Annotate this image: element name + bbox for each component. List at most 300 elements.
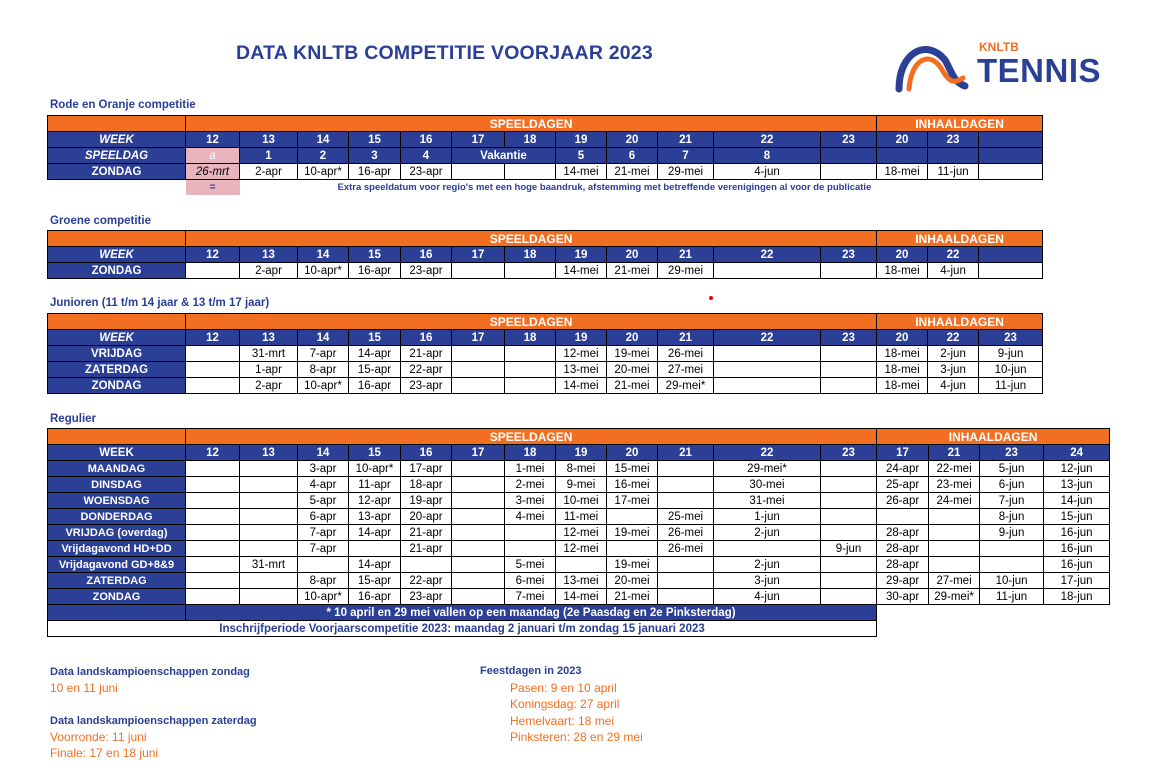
date-cell — [821, 164, 877, 180]
table-row — [48, 330, 1043, 346]
blank-cell — [1044, 621, 1110, 637]
inhaal-week-number: 22 — [928, 247, 979, 263]
date-cell: 11-apr — [349, 477, 401, 493]
week-number: 21 — [658, 132, 714, 148]
speeldag-cell: 8 — [714, 148, 821, 164]
week-label: WEEK — [48, 445, 186, 461]
week-number: 23 — [821, 330, 877, 346]
inhaal-date-cell: 28-apr — [877, 541, 929, 557]
logo-knltb-text: KNLTB — [979, 40, 1019, 54]
date-cell: 31-mrt — [240, 346, 298, 362]
table-row — [48, 231, 1043, 247]
date-cell — [452, 164, 505, 180]
week-number: 17 — [452, 330, 505, 346]
inhaal-week-number: 20 — [877, 247, 928, 263]
date-cell — [186, 541, 240, 557]
date-cell — [452, 573, 505, 589]
blank-cell — [929, 621, 980, 637]
date-cell: 31-mei — [714, 493, 821, 509]
table-row — [48, 132, 1043, 148]
date-cell — [240, 461, 298, 477]
week-number: 14 — [298, 247, 349, 263]
inhaal-date-cell: 12-jun — [1044, 461, 1110, 477]
week-number: 22 — [714, 132, 821, 148]
speeldag-cell: 6 — [607, 148, 658, 164]
week-number: 18 — [505, 132, 556, 148]
week-number: 19 — [556, 132, 607, 148]
date-cell — [298, 557, 349, 573]
table-row — [48, 429, 1110, 445]
week-number: 14 — [298, 132, 349, 148]
date-cell: 19-mei — [607, 557, 658, 573]
inhaal-date-cell: 4-jun — [928, 378, 979, 394]
week-number: 23 — [821, 445, 877, 461]
date-cell: 20-mei — [607, 362, 658, 378]
week-number: 21 — [658, 445, 714, 461]
date-cell: 1-jun — [714, 509, 821, 525]
blank-cell — [979, 148, 1043, 164]
inhaal-date-cell: 13-jun — [1044, 477, 1110, 493]
date-cell: 19-mei — [607, 525, 658, 541]
week-number: 16 — [401, 132, 452, 148]
inhaal-week-number: 21 — [929, 445, 980, 461]
date-cell: 21-mei — [607, 378, 658, 394]
inhaal-date-cell: 5-jun — [980, 461, 1044, 477]
date-cell — [714, 378, 821, 394]
date-cell: 10-apr* — [298, 263, 349, 279]
regulier-table — [47, 428, 1110, 637]
table-row — [48, 180, 1043, 196]
section-title-junioren: Junioren (11 t/m 14 jaar & 13 t/m 17 jaar) — [50, 297, 270, 309]
inhaal-date-cell: 6-jun — [980, 477, 1044, 493]
inhaal-date-cell: 7-jun — [980, 493, 1044, 509]
week-number: 12 — [186, 330, 240, 346]
date-cell: 27-mei — [658, 362, 714, 378]
inhaal-date-cell: 11-jun — [980, 589, 1044, 605]
week-number: 16 — [401, 330, 452, 346]
inhaal-date-cell: 28-apr — [877, 557, 929, 573]
week-number: 20 — [607, 445, 658, 461]
date-cell: 12-apr — [349, 493, 401, 509]
lk-zondag-value: 10 en 11 juni — [50, 681, 118, 695]
date-cell: 19-apr — [401, 493, 452, 509]
inhaal-date-cell: 22-mei — [929, 461, 980, 477]
date-cell — [186, 461, 240, 477]
date-cell: 29-mei* — [658, 378, 714, 394]
inhaal-date-cell: 18-mei — [877, 362, 928, 378]
inhaal-date-cell: 24-mei — [929, 493, 980, 509]
date-cell: 13-mei — [556, 362, 607, 378]
table-row — [48, 573, 1110, 589]
speeldag-cell: 3 — [349, 148, 401, 164]
date-cell — [505, 346, 556, 362]
date-cell: 7-apr — [298, 525, 349, 541]
inhaal-date-cell: 28-apr — [877, 525, 929, 541]
inhaal-date-cell — [979, 263, 1043, 279]
date-cell — [186, 589, 240, 605]
date-cell — [452, 263, 505, 279]
inhaaldagen-header: INHAALDAGEN — [877, 429, 1110, 445]
week-number: 14 — [298, 330, 349, 346]
date-cell: 16-apr — [349, 589, 401, 605]
table-row — [48, 378, 1043, 394]
feestdag-item: Hemelvaart: 18 mei — [510, 714, 615, 728]
date-cell: 3-apr — [298, 461, 349, 477]
table-row — [48, 477, 1110, 493]
date-cell: 10-apr* — [298, 164, 349, 180]
date-cell: 3-jun — [714, 573, 821, 589]
speeldag-cell: a — [186, 148, 240, 164]
inhaal-date-cell: 10-jun — [979, 362, 1043, 378]
date-cell: 8-apr — [298, 362, 349, 378]
date-cell — [714, 362, 821, 378]
date-cell: 15-mei — [607, 461, 658, 477]
table-row — [48, 164, 1043, 180]
inhaal-date-cell: 18-mei — [877, 378, 928, 394]
date-cell: 4-apr — [298, 477, 349, 493]
date-cell: 25-mei — [658, 509, 714, 525]
date-cell — [452, 378, 505, 394]
table-row — [48, 148, 1043, 164]
week-number: 22 — [714, 247, 821, 263]
date-cell: 4-mei — [505, 509, 556, 525]
week-number: 21 — [658, 330, 714, 346]
rode-oranje-table — [47, 115, 1043, 195]
inhaal-week-number: 24 — [1044, 445, 1110, 461]
date-cell — [452, 346, 505, 362]
inhaal-date-cell: 17-jun — [1044, 573, 1110, 589]
table-row — [48, 116, 1043, 132]
date-cell: 23-apr — [401, 263, 452, 279]
date-cell: 6-apr — [298, 509, 349, 525]
inhaal-week-number: 23 — [979, 330, 1043, 346]
week-number: 13 — [240, 330, 298, 346]
inhaal-date-cell — [980, 557, 1044, 573]
date-cell: 2-jun — [714, 525, 821, 541]
date-cell — [240, 477, 298, 493]
table-row — [48, 362, 1043, 378]
page-title: DATA KNLTB COMPETITIE VOORJAAR 2023 — [236, 42, 653, 64]
date-cell — [186, 573, 240, 589]
table-row — [48, 557, 1110, 573]
week-number: 20 — [607, 330, 658, 346]
table-row — [48, 263, 1043, 279]
date-cell — [452, 589, 505, 605]
date-cell: 15-apr — [349, 362, 401, 378]
table-row — [48, 589, 1110, 605]
date-cell — [452, 493, 505, 509]
inhaal-week-number — [979, 247, 1043, 263]
week-number: 20 — [607, 132, 658, 148]
inhaal-date-cell: 29-apr — [877, 573, 929, 589]
date-cell — [240, 509, 298, 525]
header-spacer — [48, 314, 186, 330]
inhaal-date-cell: 16-jun — [1044, 557, 1110, 573]
date-cell: 10-apr* — [298, 589, 349, 605]
table-row — [48, 461, 1110, 477]
inhaal-week-number: 23 — [980, 445, 1044, 461]
inhaaldagen-header: INHAALDAGEN — [877, 231, 1043, 247]
inhaal-date-cell: 29-mei* — [929, 589, 980, 605]
inhaal-week-number: 17 — [877, 445, 929, 461]
date-cell — [240, 541, 298, 557]
blank-cell — [877, 148, 928, 164]
junioren-table — [47, 313, 1043, 394]
date-cell: 21-mei — [607, 164, 658, 180]
table-row — [48, 346, 1043, 362]
date-cell: 22-apr — [401, 573, 452, 589]
day-label: VRIJDAG (overdag) — [48, 525, 186, 541]
week-number: 17 — [452, 445, 505, 461]
date-cell: 21-mei — [607, 589, 658, 605]
blank-cell — [980, 605, 1044, 621]
date-cell: 12-mei — [556, 346, 607, 362]
date-cell — [821, 589, 877, 605]
extra-date-note: Extra speeldatum voor regio's met een hoge baandruk, afstemming met betreffende verenigingen al voor de publicatie — [337, 181, 872, 193]
date-cell — [821, 557, 877, 573]
inhaal-week-number — [979, 132, 1043, 148]
date-cell — [821, 573, 877, 589]
inhaal-date-cell — [929, 525, 980, 541]
date-cell: 6-mei — [505, 573, 556, 589]
speeldagen-header: SPEELDAGEN — [186, 429, 877, 445]
date-cell — [821, 477, 877, 493]
lk-zaterdag-title: Data landskampioenschappen zaterdag — [50, 715, 257, 727]
date-cell — [452, 477, 505, 493]
inhaal-date-cell: 11-jun — [928, 164, 979, 180]
inhaal-week-number: 20 — [877, 132, 928, 148]
date-cell: 18-apr — [401, 477, 452, 493]
date-cell: 11-mei — [556, 509, 607, 525]
inhaal-date-cell: 9-jun — [980, 525, 1044, 541]
inhaal-date-cell: 25-apr — [877, 477, 929, 493]
date-cell — [658, 461, 714, 477]
inhaaldagen-header: INHAALDAGEN — [877, 314, 1043, 330]
date-cell: 21-mei — [607, 263, 658, 279]
date-cell: 1-apr — [240, 362, 298, 378]
week-number: 17 — [452, 132, 505, 148]
date-cell: 22-apr — [401, 362, 452, 378]
holiday-note: * 10 april en 29 mei vallen op een maandag (2e Paasdag en 2e Pinksterdag) — [186, 605, 877, 621]
logo-swoosh-icon — [893, 34, 973, 94]
date-cell: 26-mei — [658, 525, 714, 541]
blank-cell — [48, 180, 186, 196]
date-cell: 2-apr — [240, 263, 298, 279]
date-cell — [821, 461, 877, 477]
date-cell: 29-mei — [658, 164, 714, 180]
inhaal-date-cell: 18-mei — [877, 263, 928, 279]
inhaal-date-cell: 11-jun — [979, 378, 1043, 394]
blank-cell — [48, 605, 186, 621]
date-cell: 17-mei — [607, 493, 658, 509]
inhaal-date-cell: 9-jun — [979, 346, 1043, 362]
date-cell — [186, 525, 240, 541]
date-cell — [240, 573, 298, 589]
date-cell: 21-apr — [401, 541, 452, 557]
date-cell — [186, 346, 240, 362]
speeldag-cell: 4 — [401, 148, 452, 164]
day-label: ZATERDAG — [48, 573, 186, 589]
inhaal-date-cell — [877, 509, 929, 525]
inhaal-date-cell: 26-apr — [877, 493, 929, 509]
inhaal-date-cell: 2-jun — [928, 346, 979, 362]
date-cell — [186, 378, 240, 394]
date-cell: 3-mei — [505, 493, 556, 509]
week-number: 12 — [186, 247, 240, 263]
date-cell: 4-jun — [714, 164, 821, 180]
date-cell: 7-mei — [505, 589, 556, 605]
date-cell — [240, 589, 298, 605]
date-cell: 14-mei — [556, 263, 607, 279]
week-number: 12 — [186, 132, 240, 148]
date-cell: 7-apr — [298, 346, 349, 362]
date-cell: 26-mei — [658, 346, 714, 362]
date-cell: 14-mei — [556, 164, 607, 180]
inhaal-date-cell — [929, 541, 980, 557]
inhaal-date-cell: 14-jun — [1044, 493, 1110, 509]
date-cell: 2-apr — [240, 164, 298, 180]
date-cell — [186, 557, 240, 573]
date-cell: 14-mei — [556, 378, 607, 394]
date-cell: 23-apr — [401, 589, 452, 605]
date-cell: 5-apr — [298, 493, 349, 509]
date-cell: 2-mei — [505, 477, 556, 493]
inhaal-date-cell: 10-jun — [980, 573, 1044, 589]
header-spacer — [48, 116, 186, 132]
date-cell: 2-jun — [714, 557, 821, 573]
inhaal-date-cell: 18-mei — [877, 164, 928, 180]
date-cell — [821, 362, 877, 378]
blank-cell — [929, 605, 980, 621]
knltb-tennis-logo — [893, 34, 1102, 94]
red-dot-mark — [709, 296, 713, 300]
day-label: DINSDAG — [48, 477, 186, 493]
date-cell: 16-mei — [607, 477, 658, 493]
date-cell: 23-apr — [401, 164, 452, 180]
date-cell: 4-jun — [714, 589, 821, 605]
date-cell: 13-mei — [556, 573, 607, 589]
date-cell: 31-mrt — [240, 557, 298, 573]
inhaal-date-cell: 24-apr — [877, 461, 929, 477]
date-cell — [349, 541, 401, 557]
inhaal-date-cell — [979, 164, 1043, 180]
feestdagen-title: Feestdagen in 2023 — [480, 665, 582, 677]
date-cell — [452, 509, 505, 525]
date-cell: 14-apr — [349, 557, 401, 573]
table-row — [48, 541, 1110, 557]
week-number: 18 — [505, 445, 556, 461]
date-cell — [607, 509, 658, 525]
lk-zondag-title: Data landskampioenschappen zondag — [50, 666, 250, 678]
day-label: ZONDAG — [48, 589, 186, 605]
table-row — [48, 621, 1110, 637]
date-cell — [505, 164, 556, 180]
date-cell — [505, 378, 556, 394]
speeldagen-header: SPEELDAGEN — [186, 116, 877, 132]
date-cell: 16-apr — [349, 164, 401, 180]
blank-cell — [877, 621, 929, 637]
day-label: DONDERDAG — [48, 509, 186, 525]
date-cell — [607, 541, 658, 557]
inhaal-date-cell — [980, 541, 1044, 557]
table-row — [48, 445, 1110, 461]
date-cell — [452, 557, 505, 573]
week-number: 13 — [240, 445, 298, 461]
section-title-rode: Rode en Oranje competitie — [50, 99, 196, 111]
inschrijf-note: Inschrijfperiode Voorjaarscompetitie 2023: maandag 2 januari t/m zondag 15 januari 2023 — [48, 621, 877, 637]
date-cell: 10-apr* — [349, 461, 401, 477]
date-cell — [452, 541, 505, 557]
inhaal-date-cell: 8-jun — [980, 509, 1044, 525]
date-cell — [821, 493, 877, 509]
week-number: 15 — [349, 330, 401, 346]
week-number: 19 — [556, 330, 607, 346]
date-cell: 21-apr — [401, 525, 452, 541]
inhaal-date-cell: 3-jun — [928, 362, 979, 378]
date-cell — [556, 557, 607, 573]
date-cell — [658, 493, 714, 509]
date-cell: 12-mei — [556, 541, 607, 557]
inhaal-date-cell: 18-mei — [877, 346, 928, 362]
date-cell: 14-apr — [349, 525, 401, 541]
week-number: 23 — [821, 247, 877, 263]
date-cell: 23-apr — [401, 378, 452, 394]
date-cell: 7-apr — [298, 541, 349, 557]
date-cell: 14-mei — [556, 589, 607, 605]
date-cell — [240, 525, 298, 541]
inhaal-date-cell: 23-mei — [929, 477, 980, 493]
section-title-regulier: Regulier — [50, 413, 97, 425]
date-cell: 9-mei — [556, 477, 607, 493]
speeldag-cell: 7 — [658, 148, 714, 164]
date-cell: 17-apr — [401, 461, 452, 477]
blank-cell — [877, 605, 929, 621]
date-cell — [452, 461, 505, 477]
week-number: 16 — [401, 247, 452, 263]
week-number: 21 — [658, 247, 714, 263]
inhaal-date-cell: 18-jun — [1044, 589, 1110, 605]
inhaal-week-number: 20 — [877, 330, 928, 346]
date-cell — [505, 525, 556, 541]
date-cell — [452, 525, 505, 541]
date-cell: 29-mei — [658, 263, 714, 279]
week-number: 15 — [349, 132, 401, 148]
date-cell: 8-apr — [298, 573, 349, 589]
day-label: WOENSDAG — [48, 493, 186, 509]
logo-tennis-text: TENNIS — [977, 52, 1102, 89]
week-number: 18 — [505, 330, 556, 346]
speeldagen-header: SPEELDAGEN — [186, 314, 877, 330]
speeldag-cell — [821, 148, 877, 164]
week-label: WEEK — [48, 330, 186, 346]
date-cell — [505, 362, 556, 378]
week-number: 22 — [714, 445, 821, 461]
date-cell: 1-mei — [505, 461, 556, 477]
table-row — [48, 525, 1110, 541]
date-cell: 26-mrt — [186, 164, 240, 180]
date-cell — [821, 525, 877, 541]
date-cell — [186, 263, 240, 279]
header-spacer — [48, 231, 186, 247]
date-cell — [714, 346, 821, 362]
day-label: MAANDAG — [48, 461, 186, 477]
date-cell: 20-apr — [401, 509, 452, 525]
blank-cell — [1044, 605, 1110, 621]
table-row — [48, 247, 1043, 263]
date-cell — [658, 573, 714, 589]
day-label: Vrijdagavond GD+8&9 — [48, 557, 186, 573]
inhaal-date-cell: 27-mei — [929, 573, 980, 589]
